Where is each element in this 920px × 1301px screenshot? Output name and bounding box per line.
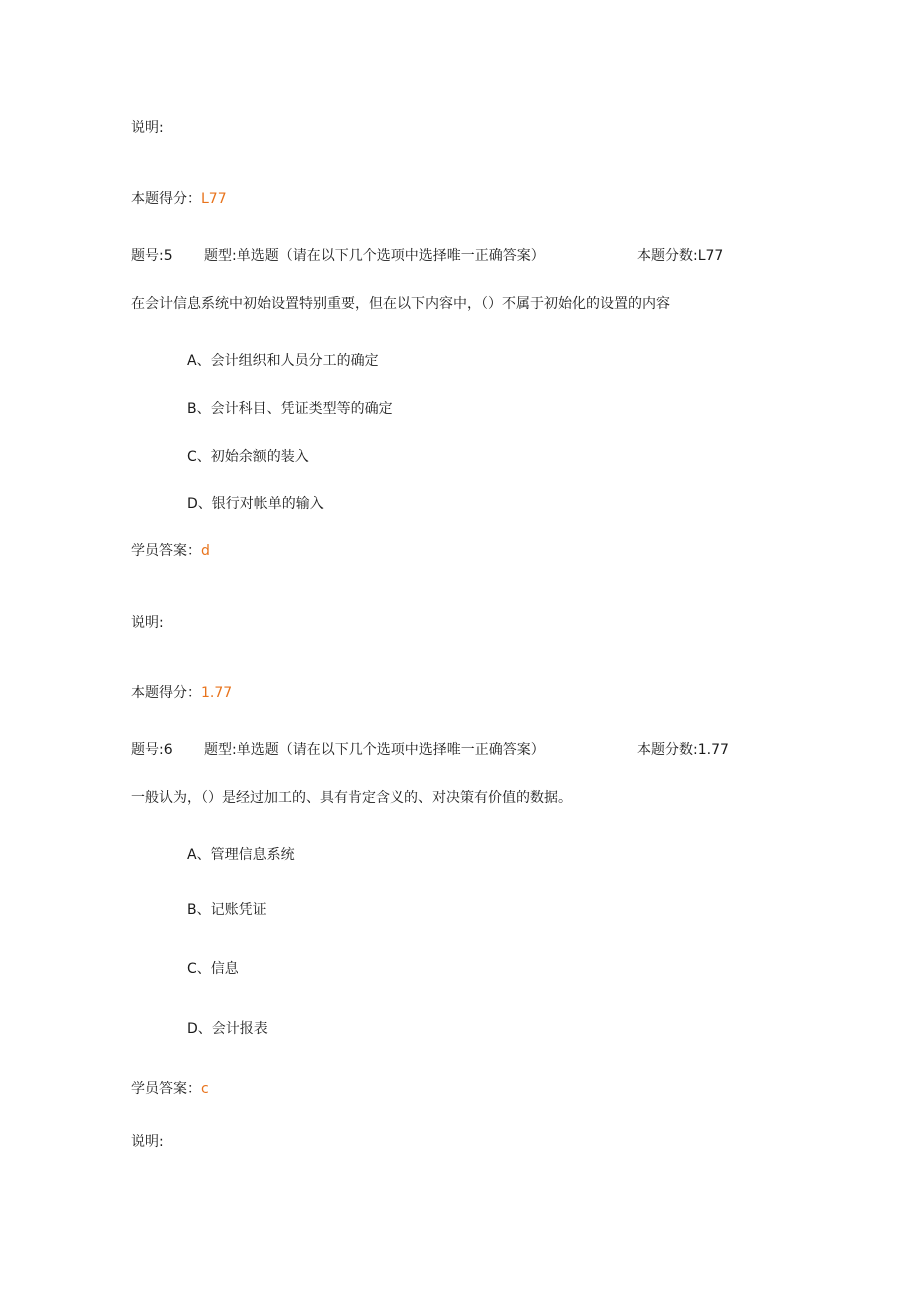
- score-value: L77: [201, 191, 227, 207]
- option-b: B、记账凭证: [187, 902, 267, 918]
- option-c: C、信息: [187, 961, 239, 977]
- question-points: 本题分数:L77: [637, 248, 724, 264]
- explain-label: 说明:: [131, 120, 164, 136]
- score-row: [131, 190, 227, 208]
- answer-row: [131, 1080, 209, 1098]
- answer-row: [131, 542, 210, 560]
- question-type: 题型:单选题（请在以下几个选项中选择唯一正确答案）: [204, 742, 545, 758]
- score-label: 本题得分：: [131, 685, 201, 701]
- question-text: 在会计信息系统中初始设置特别重要，但在以下内容中，（）不属于初始化的设置的内容: [131, 296, 670, 312]
- question-text: 一般认为，（）是经过加工的、具有肯定含义的、对决策有价值的数据。: [131, 790, 572, 806]
- option-c: C、初始余额的装入: [187, 449, 309, 465]
- option-a: A、管理信息系统: [187, 847, 295, 863]
- option-a: A、会计组织和人员分工的确定: [187, 353, 379, 369]
- explain-label: 说明:: [131, 1134, 164, 1150]
- question-points: 本题分数:1.77: [637, 742, 729, 758]
- question-type: 题型:单选题（请在以下几个选项中选择唯一正确答案）: [204, 248, 545, 264]
- option-d: D、银行对帐单的输入: [187, 496, 324, 512]
- answer-value: d: [201, 543, 210, 559]
- explain-label: 说明:: [131, 615, 164, 631]
- question-number: 题号:5: [131, 248, 173, 264]
- score-value: 1.77: [201, 685, 233, 701]
- score-row: [131, 684, 232, 702]
- answer-value: c: [201, 1081, 209, 1097]
- option-d: D、会计报表: [187, 1021, 268, 1037]
- question-number: 题号:6: [131, 742, 173, 758]
- answer-label: 学员答案：: [131, 543, 201, 559]
- answer-label: 学员答案：: [131, 1081, 201, 1097]
- score-label: 本题得分：: [131, 191, 201, 207]
- option-b: B、会计科目、凭证类型等的确定: [187, 401, 393, 417]
